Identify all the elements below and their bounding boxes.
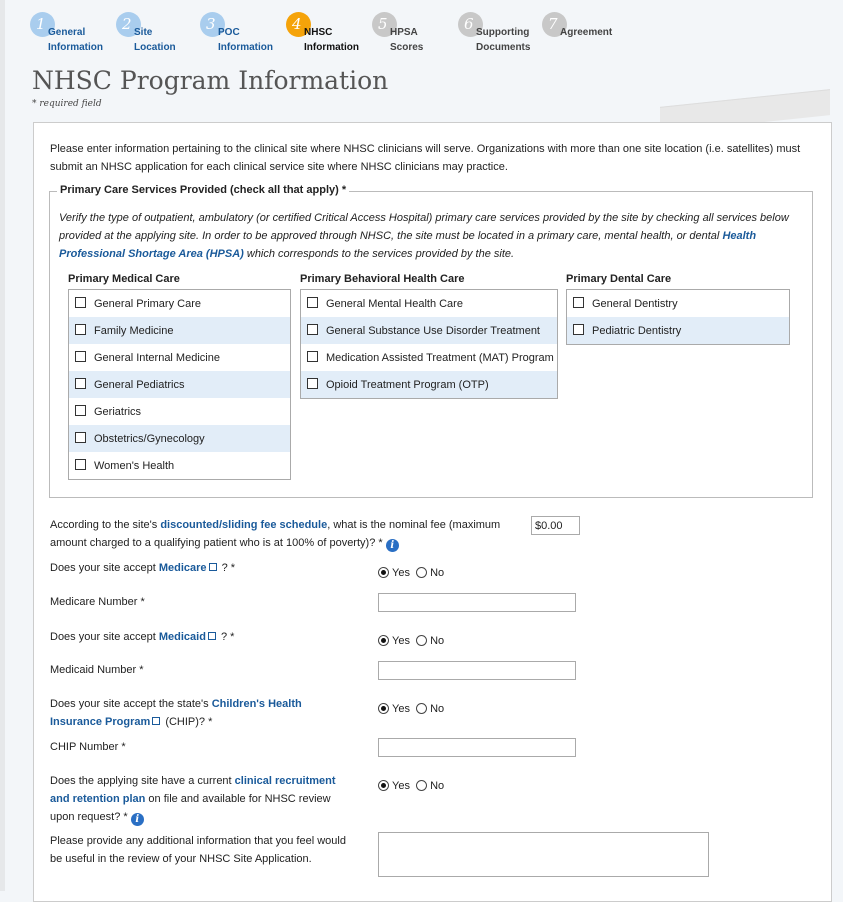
step-label-line1: POC bbox=[218, 27, 240, 38]
step-label-line2: Information bbox=[218, 42, 273, 53]
medicare-question: Does your site accept Medicare ? * bbox=[50, 562, 236, 574]
behavioral-heading: Primary Behavioral Health Care bbox=[300, 273, 465, 285]
checkbox[interactable] bbox=[75, 378, 86, 389]
service-label: General Substance Use Disorder Treatment bbox=[326, 325, 540, 337]
retention-radio-group: Yes No bbox=[378, 780, 444, 792]
service-option[interactable] bbox=[69, 452, 290, 479]
step-label bbox=[476, 25, 530, 55]
step-label-line2: Scores bbox=[390, 42, 424, 53]
fee-schedule-link[interactable]: discounted/sliding fee schedule bbox=[160, 519, 328, 531]
medicare-radio-group: Yes No bbox=[378, 567, 444, 579]
service-label: Geriatrics bbox=[94, 406, 142, 418]
medicare-yes-radio[interactable] bbox=[378, 567, 389, 578]
medical-list bbox=[68, 289, 291, 480]
step-label-line1: Agreement bbox=[560, 27, 613, 38]
service-label: Family Medicine bbox=[94, 325, 174, 337]
fee-question: According to the site's discounted/sliding fee schedule, what is the nominal fee (maximum amount charged to a qualifying patient who is at 100% of poverty)? * i bbox=[50, 519, 501, 551]
medicaid-number-input[interactable] bbox=[378, 661, 576, 680]
step-number-icon: 3 bbox=[200, 12, 225, 37]
step-label bbox=[48, 25, 103, 55]
service-label: Pediatric Dentistry bbox=[592, 325, 682, 337]
step-number-icon: 2 bbox=[116, 12, 141, 37]
service-option[interactable] bbox=[301, 344, 557, 371]
medicaid-no-radio[interactable] bbox=[416, 635, 427, 646]
service-label: Opioid Treatment Program (OTP) bbox=[326, 379, 489, 391]
behavioral-list bbox=[300, 289, 558, 399]
step-label-line1: General bbox=[48, 27, 86, 38]
left-edge bbox=[0, 0, 5, 891]
medicare-no-radio[interactable] bbox=[416, 567, 427, 578]
chip-radio-group: Yes No bbox=[378, 703, 444, 715]
step-label-line2: Location bbox=[134, 42, 176, 53]
nominal-fee-input[interactable]: $0.00 bbox=[531, 516, 580, 535]
service-option[interactable] bbox=[301, 371, 557, 398]
service-label: Medication Assisted Treatment (MAT) Program bbox=[326, 352, 554, 364]
service-label: General Primary Care bbox=[94, 298, 201, 310]
step-label-line2: Information bbox=[48, 42, 103, 53]
checkbox[interactable] bbox=[75, 351, 86, 362]
step-label bbox=[134, 25, 176, 55]
service-label: General Pediatrics bbox=[94, 379, 185, 391]
medicare-number-input[interactable] bbox=[378, 593, 576, 612]
instructions-text: Verify the type of outpatient, ambulatory (or certified Critical Access Hospital) primary care services provided by the site by checking all services below provided at the applying site. In order to be approved through NHSC, the site must be located in a primary care, mental health, or dental bbox=[59, 212, 789, 242]
step-number-icon: 5 bbox=[372, 12, 397, 37]
checkbox[interactable] bbox=[573, 324, 584, 335]
medicaid-radio-group: Yes No bbox=[378, 635, 444, 647]
checkbox[interactable] bbox=[75, 432, 86, 443]
chip-number-input[interactable] bbox=[378, 738, 576, 757]
retention-yes-radio[interactable] bbox=[378, 780, 389, 791]
service-option[interactable] bbox=[301, 317, 557, 344]
checkbox[interactable] bbox=[307, 324, 318, 335]
retention-no-radio[interactable] bbox=[416, 780, 427, 791]
service-option[interactable] bbox=[69, 344, 290, 371]
dental-heading: Primary Dental Care bbox=[566, 273, 672, 285]
checkbox[interactable] bbox=[75, 405, 86, 416]
service-label: General Internal Medicine bbox=[94, 352, 220, 364]
services-legend: Primary Care Services Provided (check all that apply) * bbox=[57, 184, 349, 196]
service-option[interactable] bbox=[301, 290, 557, 317]
retention-plan-link[interactable]: clinical recruitment and retention plan bbox=[50, 775, 336, 805]
medicare-link[interactable]: Medicare bbox=[158, 562, 207, 574]
service-label: General Dentistry bbox=[592, 298, 678, 310]
medicaid-yes-radio[interactable] bbox=[378, 635, 389, 646]
checkbox[interactable] bbox=[75, 324, 86, 335]
info-icon[interactable]: i bbox=[131, 813, 144, 826]
hpsa-link[interactable]: Health Professional Shortage Area (HPSA) bbox=[59, 230, 757, 260]
service-option[interactable] bbox=[69, 317, 290, 344]
medicaid-link[interactable]: Medicaid bbox=[158, 631, 206, 643]
chip-link[interactable]: Children's Health Insurance Program bbox=[50, 698, 302, 728]
medicaid-number-label: Medicaid Number * bbox=[50, 664, 144, 676]
checkbox[interactable] bbox=[573, 297, 584, 308]
external-link-icon bbox=[209, 563, 217, 571]
step-label-line2: Documents bbox=[476, 42, 531, 53]
service-option[interactable] bbox=[69, 398, 290, 425]
checkbox[interactable] bbox=[307, 351, 318, 362]
checkbox[interactable] bbox=[75, 459, 86, 470]
additional-info-textarea[interactable] bbox=[378, 832, 709, 877]
service-label: Women's Health bbox=[94, 460, 175, 472]
chip-yes-radio[interactable] bbox=[378, 703, 389, 714]
checkbox[interactable] bbox=[307, 297, 318, 308]
step-label-line1: NHSC bbox=[304, 27, 333, 38]
medicaid-question: Does your site accept Medicaid ? * bbox=[50, 631, 235, 643]
service-label: General Mental Health Care bbox=[326, 298, 463, 310]
step-label-line1: HPSA bbox=[390, 27, 418, 38]
medicare-number-label: Medicare Number * bbox=[50, 596, 145, 608]
service-option[interactable] bbox=[567, 290, 789, 317]
retention-question: Does the applying site have a current clinical recruitment and retention plan on file and available for NHSC review upon request? * i bbox=[50, 775, 336, 825]
step-number-icon: 4 bbox=[286, 12, 311, 37]
additional-info-label: Please provide any additional information that you feel would be useful in the review of your NHSC Site Application. bbox=[50, 835, 346, 865]
step-label-line1: Supporting bbox=[476, 27, 530, 38]
required-note: * required field bbox=[32, 99, 102, 109]
service-option[interactable] bbox=[69, 290, 290, 317]
step-label-line2: Information bbox=[304, 42, 359, 53]
step-label bbox=[560, 25, 612, 40]
medical-heading: Primary Medical Care bbox=[68, 273, 180, 285]
checkbox[interactable] bbox=[75, 297, 86, 308]
step-label bbox=[218, 25, 273, 55]
external-link-icon bbox=[208, 632, 216, 640]
checkbox[interactable] bbox=[307, 378, 318, 389]
instructions-tail: which corresponds to the services provided by the site. bbox=[243, 248, 515, 260]
page-title: NHSC Program Information bbox=[32, 66, 389, 95]
chip-number-label: CHIP Number * bbox=[50, 741, 126, 753]
service-option[interactable] bbox=[69, 371, 290, 398]
step-number-icon: 1 bbox=[30, 12, 55, 37]
service-option[interactable] bbox=[69, 425, 290, 452]
services-instructions bbox=[59, 209, 807, 263]
info-icon[interactable]: i bbox=[386, 539, 399, 552]
service-label: Obstetrics/Gynecology bbox=[94, 433, 205, 445]
step-number-icon: 7 bbox=[542, 12, 567, 37]
step-label bbox=[390, 25, 423, 55]
chip-no-radio[interactable] bbox=[416, 703, 427, 714]
intro-text: Please enter information pertaining to the clinical site where NHSC clinicians will serve. Organizations with more than one site location (i.e. satellites) must submit an NHSC application for each clinical service site where NHSC clinicians may practice. bbox=[50, 143, 801, 173]
dental-list bbox=[566, 289, 790, 345]
service-option[interactable] bbox=[567, 317, 789, 344]
step-label bbox=[304, 25, 359, 55]
step-number-icon: 6 bbox=[458, 12, 483, 37]
chip-question: Does your site accept the state's Children's Health Insurance Program (CHIP)? * bbox=[50, 698, 302, 728]
step-label-line1: Site bbox=[134, 27, 153, 38]
external-link-icon bbox=[152, 717, 160, 725]
